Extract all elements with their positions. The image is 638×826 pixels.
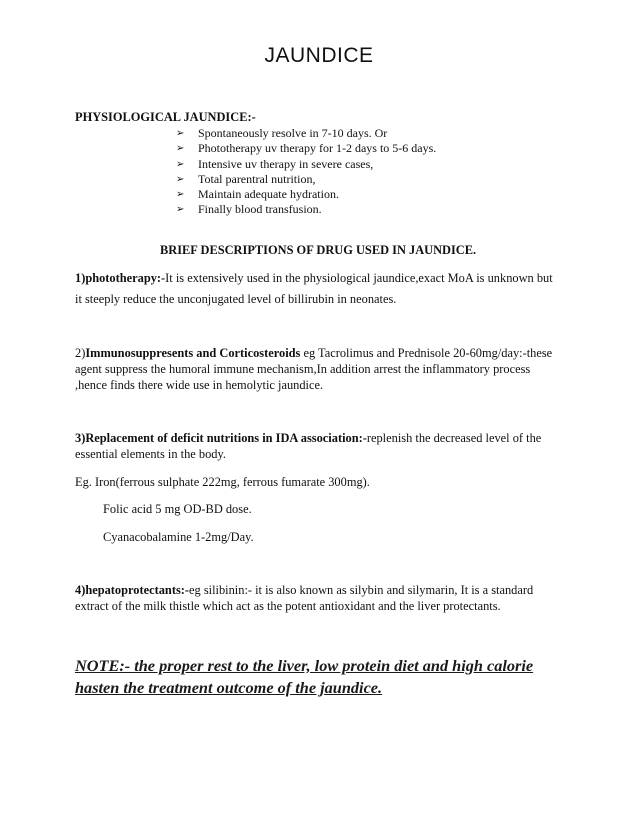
page-title: JAUNDICE: [264, 44, 374, 67]
arrow-bullet-icon: ➢: [176, 143, 185, 155]
replacement-paragraph-line: essential elements in the body.: [75, 447, 226, 461]
list-item: ➢ Total parentral nutrition,: [176, 171, 316, 186]
drug-descriptions-heading: BRIEF DESCRIPTIONS OF DRUG USED IN JAUNDICE.: [160, 243, 477, 257]
arrow-bullet-icon: ➢: [176, 128, 185, 139]
list-item: ➢ Finally blood transfusion.: [176, 202, 322, 217]
immunosuppressants-paragraph-line: 2)Immunosuppresents and Corticosteroids eg Tacrolimus and Prednisole 20-60mg/day:-these: [75, 346, 553, 360]
hepatoprotectants-paragraph-line: 4)hepatoprotectants:-eg silibinin:- it is also known as silybin and silymarin, It is a standard: [75, 583, 534, 597]
treatment-note: NOTE:- the proper rest to the liver, low protein diet and high calorie hasten the treatment outcome of the jaundice.: [75, 656, 534, 697]
replacement-paragraph-line: 3)Replacement of deficit nutritions in IDA association:-replenish the decreased level of the: [75, 431, 542, 445]
immunosuppressants-paragraph-line: ,hence finds there wide use in hemolytic jaundice.: [75, 378, 324, 392]
list-item: ➢ Phototherapy uv therapy for 1-2 days to 5-6 days.: [176, 141, 437, 156]
list-item: ➢ Maintain adequate hydration.: [176, 187, 339, 202]
arrow-bullet-icon: ➢: [176, 158, 185, 170]
physiological-bullet-list: [176, 126, 436, 218]
hepatoprotectants-paragraph-line: extract of the milk thistle which act as the potent antioxidant and the liver protectants.: [75, 599, 501, 613]
list-item: ➢ Intensive uv therapy in severe cases,: [176, 156, 374, 171]
phototherapy-paragraph-line: 1)phototherapy:-It is extensively used in the physiological jaundice,exact MoA is unknown but: [75, 271, 553, 285]
immunosuppressants-paragraph-line: agent suppress the humoral immune mechanism,In addition arrest the inflammatory process: [75, 362, 531, 376]
arrow-bullet-icon: ➢: [176, 173, 185, 185]
phototherapy-paragraph-line: it steeply reduce the unconjugated level of billirubin in neonates.: [75, 292, 397, 306]
iron-dose-line: Eg. Iron(ferrous sulphate 222mg, ferrous fumarate 300mg).: [75, 475, 370, 489]
cyanocobalamin-dose-line: Cyanacobalamine 1-2mg/Day.: [103, 530, 254, 544]
list-item: ➢ Spontaneously resolve in 7-10 days. Or: [176, 126, 388, 140]
physiological-jaundice-heading: PHYSIOLOGICAL JAUNDICE:-: [75, 110, 256, 124]
folic-acid-dose-line: Folic acid 5 mg OD-BD dose.: [103, 502, 252, 516]
arrow-bullet-icon: ➢: [176, 189, 185, 201]
arrow-bullet-icon: ➢: [176, 204, 185, 216]
